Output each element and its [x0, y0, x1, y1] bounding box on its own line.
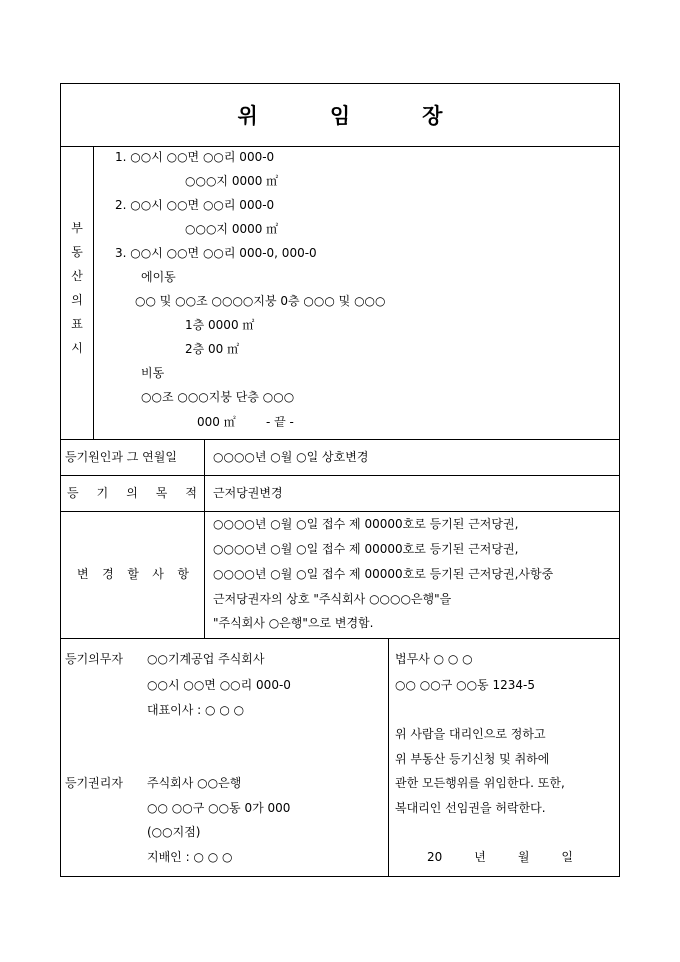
purpose-label: 등 기 의 목 적	[67, 486, 197, 500]
agent-statement-line: 복대리인 선임권을 허락한다.	[395, 801, 546, 815]
right-holder-branch: (○○지점)	[147, 825, 201, 839]
title-char: 임	[329, 103, 351, 128]
property-line: 1. ○○시 ○○면 ○○리 000-0	[115, 150, 275, 164]
agent-statement-line: 위 부동산 등기신청 및 취하에	[395, 752, 550, 766]
document-title	[61, 84, 619, 146]
title-char: 위	[237, 103, 258, 128]
divider	[61, 638, 619, 639]
obligor-label: 등기의무자	[65, 652, 123, 666]
divider	[93, 146, 94, 439]
right-holder-label: 등기권리자	[65, 776, 123, 790]
property-line: ○○○지 0000 ㎡	[185, 222, 279, 236]
right-holder-name: 주식회사 ○○은행	[147, 776, 242, 790]
title-char: 장	[422, 103, 443, 128]
signature-date: 20 년 월 일	[427, 850, 573, 864]
property-line: 2층 00 ㎡	[185, 342, 240, 356]
changes-line: "주식회사 ○은행"으로 변경함.	[213, 616, 374, 630]
changes-line: ○○○○년 ○월 ○일 접수 제 00000호로 등기된 근저당권,사항중	[213, 567, 554, 581]
right-holder-address: ○○ ○○구 ○○동 0가 000	[147, 801, 291, 815]
property-line: ○○○지 0000 ㎡	[185, 174, 279, 188]
divider	[61, 511, 619, 512]
divider	[61, 475, 619, 476]
agent-statement-line: 위 사람을 대리인으로 정하고	[395, 727, 546, 741]
divider	[204, 439, 205, 638]
cause-value: ○○○○년 ○월 ○일 상호변경	[213, 450, 369, 464]
agent-name: 법무사 ○ ○ ○	[395, 652, 473, 666]
property-line: 2. ○○시 ○○면 ○○리 000-0	[115, 198, 275, 212]
property-line: 에이동	[141, 270, 176, 284]
right-holder-representative: 지배인 : ○ ○ ○	[147, 850, 233, 864]
changes-line: ○○○○년 ○월 ○일 접수 제 00000호로 등기된 근저당권,	[213, 517, 519, 531]
property-line: ○○ 및 ○○조 ○○○○지붕 0층 ○○○ 및 ○○○	[135, 294, 386, 308]
divider	[388, 638, 389, 876]
obligor-name: ○○기계공업 주식회사	[147, 652, 265, 666]
divider	[61, 146, 619, 147]
property-line: 000 ㎡	[197, 415, 236, 429]
obligor-address: ○○시 ○○면 ○○리 000-0	[147, 678, 291, 692]
divider	[61, 439, 619, 440]
agent-address: ○○ ○○구 ○○동 1234-5	[395, 678, 535, 692]
changes-label: 변 경 할 사 항	[77, 567, 189, 581]
property-line: 3. ○○시 ○○면 ○○리 000-0, 000-0	[115, 246, 317, 260]
property-line: ○○조 ○○○지붕 단층 ○○○	[141, 390, 295, 404]
cause-label: 등기원인과 그 연월일	[65, 450, 177, 464]
changes-line: ○○○○년 ○월 ○일 접수 제 00000호로 등기된 근저당권,	[213, 542, 519, 556]
agent-statement-line: 관한 모든행위를 위임한다. 또한,	[395, 776, 565, 790]
changes-line: 근저당권자의 상호 "주식회사 ○○○○은행"을	[213, 592, 452, 606]
property-line: 1층 0000 ㎡	[185, 318, 255, 332]
end-mark: - 끝 -	[266, 415, 294, 429]
obligor-representative: 대표이사 : ○ ○ ○	[147, 703, 245, 717]
property-line: 비동	[141, 366, 165, 380]
purpose-value: 근저당권변경	[213, 486, 283, 500]
power-of-attorney-document: 위 임 장 부 동 산 의 표 시 1. ○○시 ○○면 ○○리 000-0 ○○○지 0000 ㎡ 2. ○○시 ○○면 ○○리 000-0 ○○○지 0000 ㎡ 3. ○○시 ○○면 ○○리 000-0, 000-0 에이동 ○○ 및 ○○조 ○○○○지붕 0층 ○○○ 및 ○○○ 1층 0000 ㎡ 2층 00 ㎡ 비동 ○○조 ○○○지붕 단층 ○○○ 000 ㎡ - 끝 - 등기원인과 그 연월일 ○○○○년 ○월 ○일 상호변경 등 기 의 목 적 근저당권변경 변 경 할 사 항 ○○○○년 ○월 ○일 접수 제 00000호로 등기된 근저당권, ○○○○년 ○월 ○일 접수 제 00000호로 등기된 근저당권, ○○○○년 ○월 ○일 접수 제 00000호로 등기된 근저당권,사항중 근저당권자의 상호 "주식회사 ○○○○은행"을 "주식회사 ○은행"으로 변경함. 등기의무자 ○○기계공업 주식회사 ○○시 ○○면 ○○리 000-0 대표이사 : ○ ○ ○ 등기권리자 주식회사 ○○은행 ○○ ○○구 ○○동 0가 000 (○○지점) 지배인 : ○ ○ ○ 법무사 ○ ○ ○ ○○ ○○구 ○○동 1234-5 위 사람을 대리인으로 정하고 위 부동산 등기신청 및 취하에 관한 모든행위를 위임한다. 또한, 복대리인 선임권을 허락한다. 20 년 월 일	[60, 83, 620, 877]
